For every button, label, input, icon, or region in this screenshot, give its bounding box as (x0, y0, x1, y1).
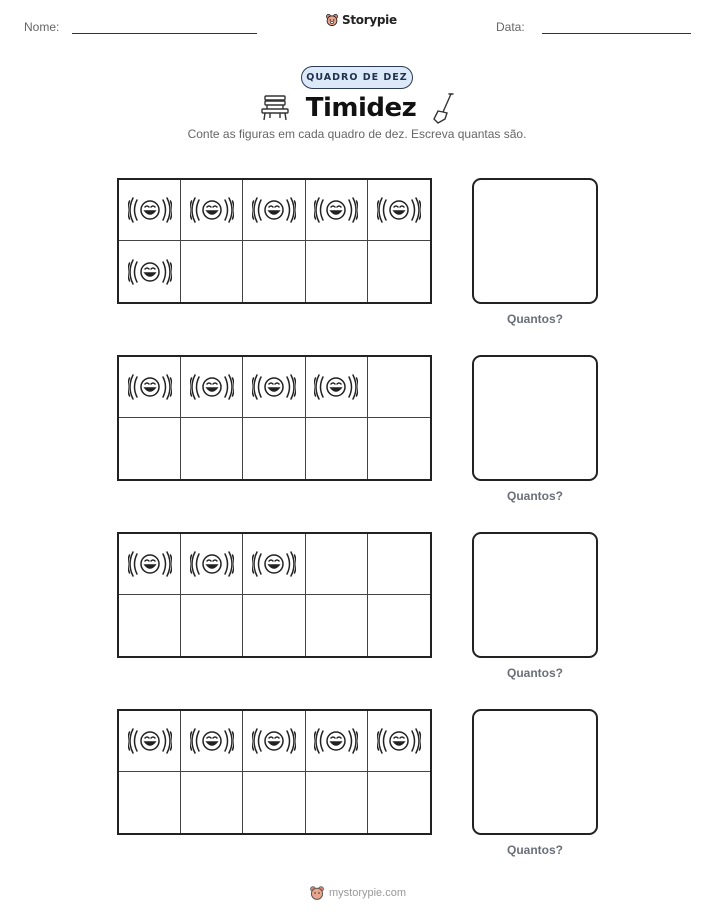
ten-frame-cell (306, 772, 368, 833)
ten-frame-cell (306, 534, 368, 595)
ten-frame-cell (368, 357, 430, 418)
ten-frame-cell (181, 418, 243, 479)
bear-logo-icon (309, 885, 325, 901)
worksheet-type-badge: QUADRO DE DEZ (301, 66, 413, 89)
shy-face-icon (128, 195, 172, 225)
ten-frame-cell (306, 595, 368, 656)
ten-frame-cell (119, 357, 181, 418)
footer-url[interactable]: mystorypie.com (329, 887, 407, 899)
title-row (260, 90, 454, 126)
shy-face-icon (190, 726, 234, 756)
ten-frame-cell (181, 595, 243, 656)
ten-frame-cell (181, 241, 243, 302)
ten-frame-cell (181, 711, 243, 772)
name-label: Nome: (24, 20, 60, 34)
bear-logo-icon (325, 13, 339, 27)
ten-frame-cell (306, 418, 368, 479)
shy-face-icon (252, 549, 296, 579)
shy-face-icon (128, 549, 172, 579)
ten-frame-cell (368, 418, 430, 479)
ten-frame-cell (243, 595, 305, 656)
shy-face-icon (377, 726, 421, 756)
answer-box-4[interactable] (472, 709, 598, 835)
ten-frame-cell (181, 772, 243, 833)
ten-frame-cell (243, 241, 305, 302)
brand-logo (325, 13, 397, 27)
shy-face-icon (252, 372, 296, 402)
answer-label-2: Quantos? (507, 489, 563, 503)
name-line[interactable] (72, 33, 257, 34)
shy-face-icon (190, 372, 234, 402)
ten-frame-2 (117, 355, 432, 481)
shy-face-icon (314, 195, 358, 225)
ten-frame-cell (119, 711, 181, 772)
ten-frame-cell (119, 595, 181, 656)
ten-frame-cell (181, 357, 243, 418)
ten-frame-4 (117, 709, 432, 835)
date-line[interactable] (542, 33, 691, 34)
page-title: Timidez (305, 93, 417, 123)
shy-face-icon (128, 372, 172, 402)
shy-face-icon (314, 726, 358, 756)
ten-frame-cell (368, 595, 430, 656)
answer-box-1[interactable] (472, 178, 598, 304)
ten-frame-cell (243, 357, 305, 418)
footer (309, 885, 406, 901)
ten-frame-cell (368, 180, 430, 241)
shy-face-icon (128, 257, 172, 287)
ten-frame-cell (181, 534, 243, 595)
ten-frame-cell (306, 180, 368, 241)
ten-frame-cell (119, 241, 181, 302)
ten-frame-cell (306, 711, 368, 772)
ten-frame-cell (306, 357, 368, 418)
ten-frame-cell (119, 772, 181, 833)
date-label: Data: (496, 20, 525, 34)
ten-frame-3 (117, 532, 432, 658)
shy-face-icon (377, 195, 421, 225)
ten-frame-cell (119, 534, 181, 595)
shy-face-icon (252, 726, 296, 756)
ten-frame-cell (119, 180, 181, 241)
ten-frame-1 (117, 178, 432, 304)
shy-face-icon (252, 195, 296, 225)
answer-box-2[interactable] (472, 355, 598, 481)
shy-face-icon (128, 726, 172, 756)
ten-frame-cell (306, 241, 368, 302)
ten-frame-cell (243, 180, 305, 241)
shy-face-icon (190, 195, 234, 225)
bench-icon (260, 94, 290, 122)
ten-frame-cell (368, 711, 430, 772)
ten-frame-cell (181, 180, 243, 241)
shovel-icon (432, 92, 454, 124)
answer-label-3: Quantos? (507, 666, 563, 680)
ten-frame-cell (243, 772, 305, 833)
shy-face-icon (314, 372, 358, 402)
ten-frame-cell (119, 418, 181, 479)
answer-box-3[interactable] (472, 532, 598, 658)
ten-frame-cell (243, 418, 305, 479)
ten-frame-cell (368, 772, 430, 833)
answer-label-1: Quantos? (507, 312, 563, 326)
ten-frame-cell (243, 534, 305, 595)
shy-face-icon (190, 549, 234, 579)
answer-label-4: Quantos? (507, 843, 563, 857)
ten-frame-cell (368, 534, 430, 595)
ten-frame-cell (368, 241, 430, 302)
instructions: Conte as figuras em cada quadro de dez. Escreva quantas são. (187, 127, 527, 141)
brand-name: Storypie (342, 13, 397, 27)
ten-frame-cell (243, 711, 305, 772)
